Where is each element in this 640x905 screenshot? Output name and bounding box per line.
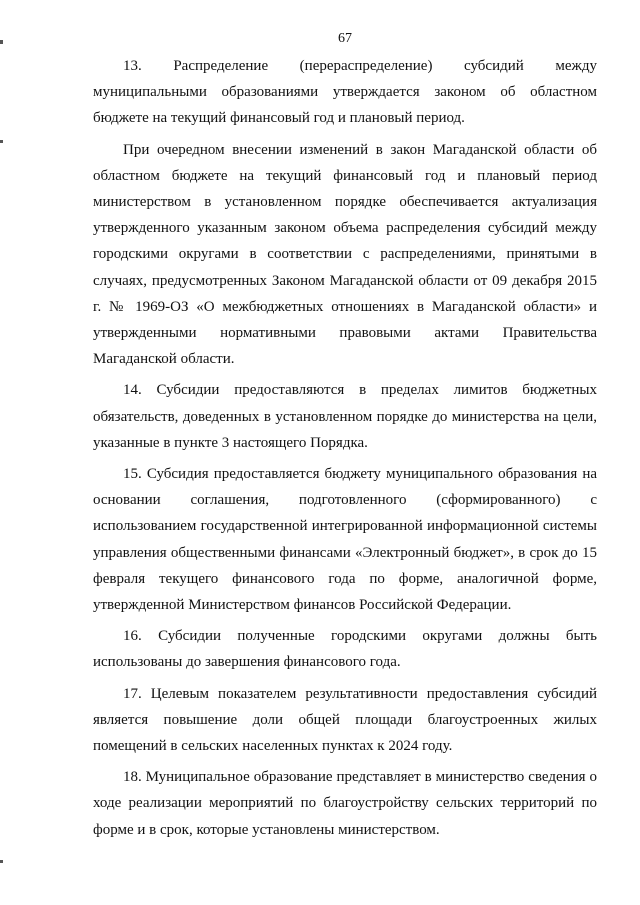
paragraph-15: 15. Субсидия предоставляется бюджету муниципального образования на основании соглашения, подготовленного (сформированного) с использованием государственной интегрированной информационной системы управления общественными финансами «Электронный бюджет», в срок до 15 февраля текущего финансового года по форме, аналогичной форме, утвержденной Министерством финансов Российской Федерации. (93, 466, 597, 614)
binding-mark (0, 140, 3, 143)
paragraph-17: 17. Целевым показателем результативности предоставления субсидий является повышение доли общей площади благоустроенных жилых помещений в сельских населенных пунктах к 2024 году. (93, 685, 597, 755)
binding-mark (0, 860, 3, 863)
paragraph-13-continued: При очередном внесении изменений в закон Магаданской области об областном бюджете на текущий финансовый год и плановый период министерством в установленном порядке обеспечивается актуализация утвержденного указанным законом объема распределения субсидий между городскими округами в соответствии с распределениями, принятыми в случаях, предусмотренных Законом Магаданской области от 09 декабря 2015 г. № 1969-ОЗ «О межбюджетных отношениях в Магаданской области» и утвержденными нормативными правовыми актами Правительства Магаданской области. (93, 141, 597, 368)
paragraph-13: 13. Распределение (перераспределение) субсидий между муниципальными образованиями утверждается законом об областном бюджете на текущий финансовый год и плановый период. (93, 58, 597, 127)
paragraph-18: 18. Муниципальное образование представляет в министерство сведения о ходе реализации мероприятий по благоустройству сельских территорий по форме и в срок, которые установлены министерством. (93, 769, 597, 838)
paragraph-14: 14. Субсидии предоставляются в пределах лимитов бюджетных обязательств, доведенных в установленном порядке до министерства на цели, указанные в пункте 3 настоящего Порядка. (93, 382, 597, 451)
paragraph-16: 16. Субсидии полученные городскими округами должны быть использованы до завершения финансового года. (93, 628, 597, 671)
page-number: 67 (338, 31, 352, 46)
document-body (93, 53, 597, 848)
